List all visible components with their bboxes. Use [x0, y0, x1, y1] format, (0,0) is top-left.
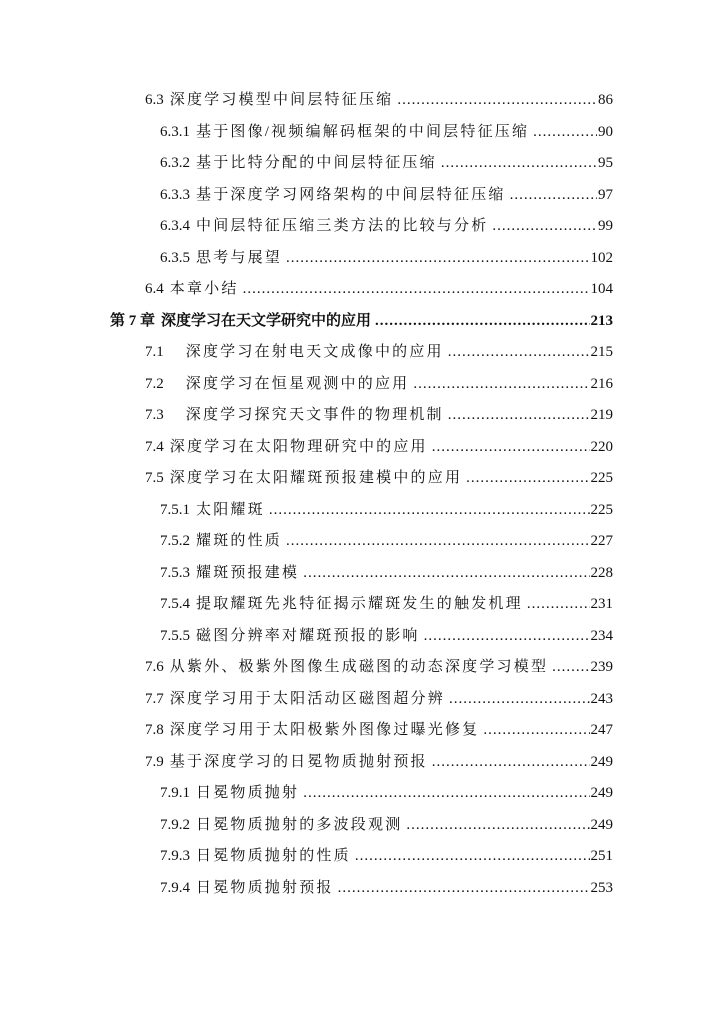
- section-number: 7.5: [145, 470, 164, 486]
- dot-leader: [243, 277, 590, 301]
- toc-entry[interactable]: [160, 151, 613, 175]
- page-number: 251: [590, 848, 613, 864]
- dot-leader: [397, 88, 597, 112]
- section-title: 基于深度学习网络架构的中间层特征压缩: [196, 186, 506, 203]
- dot-leader: [552, 655, 589, 679]
- section-number: 7.9.4: [160, 879, 190, 896]
- toc-entry[interactable]: [160, 183, 613, 207]
- section-number: 7.5.5: [160, 627, 190, 644]
- section-number: 7.1: [145, 344, 164, 360]
- page-number: 239: [590, 659, 613, 675]
- page-number: 215: [590, 344, 613, 360]
- page-number: 86: [598, 92, 613, 108]
- page-number: 249: [590, 816, 613, 833]
- section-title: 日冕物质抛射: [196, 785, 300, 801]
- page-number: 220: [590, 438, 613, 455]
- dot-leader: [303, 781, 589, 805]
- dot-leader: [432, 435, 590, 459]
- page-number: 228: [590, 564, 613, 581]
- section-number: 7.6: [145, 659, 164, 675]
- section-title: 深度学习在天文学研究中的应用: [161, 312, 372, 329]
- section-title: 磁图分辨率对耀斑预报的影响: [196, 627, 420, 644]
- section-title: 深度学习用于太阳极紫外图像过曝光修复: [169, 722, 480, 738]
- section-number: 6.3.4: [160, 218, 190, 234]
- toc-entry[interactable]: [145, 403, 613, 427]
- toc-entry[interactable]: [145, 277, 613, 301]
- section-number: 7.5.2: [160, 533, 190, 549]
- dot-leader: [441, 151, 597, 175]
- section-title: 深度学习在射电天文成像中的应用: [185, 344, 444, 360]
- section-number: 7.9.3: [160, 848, 190, 864]
- page-number: 213: [590, 312, 613, 329]
- page-number: 95: [598, 155, 613, 171]
- section-title: 深度学习用于太阳活动区磁图超分辨: [169, 690, 445, 707]
- dot-leader: [448, 340, 590, 364]
- dot-leader: [269, 498, 590, 522]
- section-title: 本章小结: [169, 281, 239, 297]
- section-title: 日冕物质抛射的性质: [196, 848, 351, 864]
- section-number: 第 7 章: [110, 312, 156, 329]
- section-title: 深度学习在恒星观测中的应用: [185, 375, 410, 392]
- dot-leader: [449, 687, 590, 711]
- section-number: 7.4: [145, 438, 164, 455]
- section-number: 7.9.2: [160, 816, 190, 833]
- toc-entry[interactable]: [145, 687, 613, 711]
- section-title: 基于图像/视频编解码框架的中间层特征压缩: [196, 123, 530, 140]
- section-title: 深度学习在太阳物理研究中的应用: [169, 438, 428, 455]
- section-title: 日冕物质抛射的多波段观测: [196, 816, 403, 833]
- section-title: 提取耀斑先兆特征揭示耀斑发生的触发机理: [196, 596, 523, 612]
- section-number: 6.3: [145, 92, 164, 108]
- toc-entry[interactable]: [160, 498, 613, 522]
- dot-leader: [338, 876, 590, 900]
- section-number: 7.7: [145, 690, 164, 707]
- toc-entry[interactable]: [145, 466, 613, 490]
- toc-entry[interactable]: [160, 876, 613, 900]
- section-number: 6.3.2: [160, 155, 190, 171]
- section-number: 6.3.5: [160, 249, 190, 266]
- page-number: 249: [590, 785, 613, 801]
- page-number: 234: [590, 627, 613, 644]
- section-number: 7.5.4: [160, 596, 190, 612]
- toc-entry[interactable]: [145, 655, 613, 679]
- dot-leader: [413, 372, 589, 396]
- section-title: 中间层特征压缩三类方法的比较与分析: [196, 218, 489, 234]
- dot-leader: [432, 750, 590, 774]
- dot-leader: [492, 214, 597, 238]
- dot-leader: [483, 718, 589, 742]
- dot-leader: [375, 309, 589, 333]
- dot-leader: [286, 246, 589, 270]
- dot-leader: [448, 403, 590, 427]
- section-number: 7.9: [145, 753, 164, 770]
- toc-entry[interactable]: [160, 844, 613, 868]
- page-number: 227: [590, 533, 613, 549]
- page-number: 231: [590, 596, 613, 612]
- toc-entry[interactable]: [160, 561, 613, 585]
- page-number: 90: [598, 123, 613, 140]
- toc-entry[interactable]: [145, 372, 613, 396]
- section-number: 7.9.1: [160, 785, 190, 801]
- toc-entry[interactable]: [145, 435, 613, 459]
- section-title: 思考与展望: [196, 249, 283, 266]
- section-title: 深度学习在太阳耀斑预报建模中的应用: [169, 470, 463, 486]
- section-number: 7.2: [145, 375, 164, 392]
- toc-entry[interactable]: [145, 718, 613, 742]
- toc-entry[interactable]: [160, 529, 613, 553]
- section-title: 耀斑的性质: [196, 533, 283, 549]
- dot-leader: [424, 624, 590, 648]
- page-number: 249: [590, 753, 613, 770]
- dot-leader: [286, 529, 589, 553]
- section-title: 基于比特分配的中间层特征压缩: [196, 155, 437, 171]
- page-number: 225: [590, 501, 613, 518]
- section-title: 太阳耀斑: [196, 501, 265, 518]
- section-title: 基于深度学习的日冕物质抛射预报: [169, 753, 428, 770]
- toc-entry[interactable]: [160, 624, 613, 648]
- section-number: 7.5.3: [160, 564, 190, 581]
- section-number: 7.5.1: [160, 501, 190, 518]
- page-number: 102: [590, 249, 613, 266]
- page-number: 104: [590, 281, 613, 297]
- toc-entry[interactable]: [145, 88, 613, 112]
- toc-entry[interactable]: [160, 592, 613, 616]
- section-title: 深度学习模型中间层特征压缩: [169, 92, 394, 108]
- section-number: 6.3.3: [160, 186, 190, 203]
- toc-entry[interactable]: [160, 246, 613, 270]
- section-title: 深度学习探究天文事件的物理机制: [185, 407, 444, 423]
- dot-leader: [303, 561, 589, 585]
- page-number: 247: [590, 722, 613, 738]
- toc-entry[interactable]: [160, 214, 613, 238]
- section-number: 7.8: [145, 722, 164, 738]
- dot-leader: [527, 592, 590, 616]
- page-number: 243: [590, 690, 613, 707]
- page-number: 97: [598, 186, 613, 203]
- toc-entry[interactable]: [145, 750, 613, 774]
- section-title: 日冕物质抛射预报: [196, 879, 334, 896]
- toc-entry[interactable]: [160, 813, 613, 837]
- page-number: 219: [590, 407, 613, 423]
- page-number: 225: [590, 470, 613, 486]
- dot-leader: [355, 844, 590, 868]
- page-number: 216: [590, 375, 613, 392]
- toc-entry[interactable]: [160, 781, 613, 805]
- section-number: 6.3.1: [160, 123, 190, 140]
- toc-chapter-entry[interactable]: [110, 309, 613, 333]
- dot-leader: [533, 120, 597, 144]
- section-title: 从紫外、极紫外图像生成磁图的动态深度学习模型: [169, 659, 549, 675]
- section-number: 7.3: [145, 407, 164, 423]
- page-number: 253: [590, 879, 613, 896]
- section-number: 6.4: [145, 281, 164, 297]
- dot-leader: [406, 813, 589, 837]
- dot-leader: [466, 466, 589, 490]
- section-title: 耀斑预报建模: [196, 564, 300, 581]
- page-number: 99: [598, 218, 613, 234]
- dot-leader: [510, 183, 597, 207]
- toc-entry[interactable]: [145, 340, 613, 364]
- toc-entry[interactable]: [160, 120, 613, 144]
